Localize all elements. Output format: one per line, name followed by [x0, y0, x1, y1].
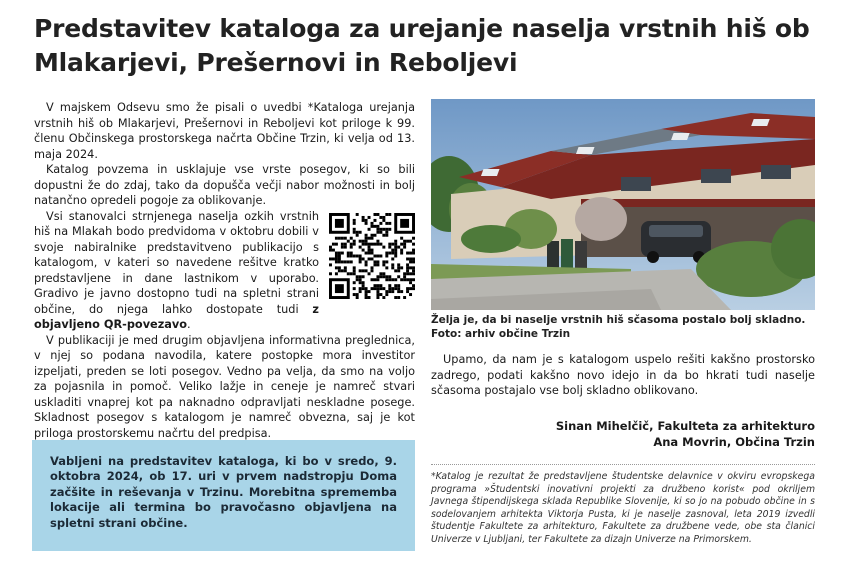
article-body-left	[34, 100, 415, 441]
houses-photo-illustration	[431, 99, 815, 310]
footnote-divider	[431, 464, 815, 465]
paragraph-right-1: Upamo, da nam je s katalogom uspelo rešiti kakšno prostorsko zadrego, podati kakšno novo idejo in da bo hkrati tudi naselje sčasoma postajalo vse bolj skladno oblikovano.	[431, 353, 815, 397]
paragraph-3-text: Vsi stanovalci strnjenega naselja ozkih vrstnih hiš na Mlakah bodo predvidoma v oktobru dobili v svoje nabiralnike predstavitveno publikacijo s katalogom, v kateri so navedene rešitve kratko predstavljene in dane lastnikom v uporabo. Gradivo je javno dostopno tudi na spletni strani občine, do njega lahko dostopate tudi	[34, 209, 319, 316]
qr-link-text: z objavljeno QR-povezavo	[34, 302, 319, 331]
paragraph-1: V majskem Odsevu smo že pisali o uvedbi *Kataloga urejanja vrstnih hiš ob Mlakarjevi, Prešernovi in Reboljevi kot priloge k 99. členu Občinskega prostorskega načrta Občine Trzin, ki velja od 13. maja 2024.	[34, 101, 415, 161]
article-body-right	[431, 352, 815, 399]
footnote: *Katalog je rezultat že predstavljene študentske delavnice v okviru evropskega programa »Študentski inovativni projekti za družbeno korist« pod okriljem Javnega štipendijskega sklada Republike Slovenije, ki so jo na pobudo občine in s sodelovanjem arhitekta Viktorja Pusta, ki je naselje zasnoval, leta 2019 izvedli študentje Fakultete za arhitekturo, Fakultete za družbene vede, obe sta članici Univerze v Ljubljani, ter Fakultete za dizajn Univerze na Primorskem.	[431, 471, 815, 545]
photo-caption: Želja je, da bi naselje vrstnih hiš sčasoma postalo bolj skladno. Foto: arhiv občine Trzin	[431, 314, 806, 340]
author-2: Ana Movrin, Občina Trzin	[653, 435, 815, 449]
invitation-box: Vabljeni na predstavitev kataloga, ki bo v sredo, 9. oktobra 2024, ob 17. uri v prvem nadstropju Doma začšite in reševanja v Trzinu. Morebitna sprememba lokacije ali termina bo pravočasno objavljena na spletni strani občine.	[32, 440, 415, 551]
author-1: Sinan Mihelčič, Fakulteta za arhitekturo	[555, 419, 815, 433]
paragraph-2: Katalog povzema in usklajuje vse vrste posegov, ki so bili dopustni že do zdaj, tako da dopušča večji nabor možnosti in bolj natančno opredeli pogoje za oblikovanje.	[34, 163, 415, 207]
qr-code-graphic	[329, 213, 415, 299]
authors	[431, 418, 815, 450]
qr-code[interactable]	[329, 213, 415, 299]
article-title: Predstavitev kataloga za urejanje naselja vrstnih hiš ob Mlakarjevi, Prešernovi in Reboljevi	[34, 14, 810, 77]
paragraph-3-end: .	[187, 318, 191, 331]
paragraph-4: V publikaciji je med drugim objavljena informativna preglednica, v njej so podana navodila, katere postopke mora investitor izpeljati, preden se loti posegov. Vedno pa velja, da smo na voljo za pojasnila in pomoč. Veliko lažje in ceneje je namreč stvari uskladiti vnaprej kot pa naknadno odpravljati neskladne posege. Skladnost posegov s katalogom je namreč obvezna, saj je kot priloga prostorskemu načrtu del predpisa.	[34, 333, 415, 440]
photo-row-houses	[431, 99, 815, 310]
